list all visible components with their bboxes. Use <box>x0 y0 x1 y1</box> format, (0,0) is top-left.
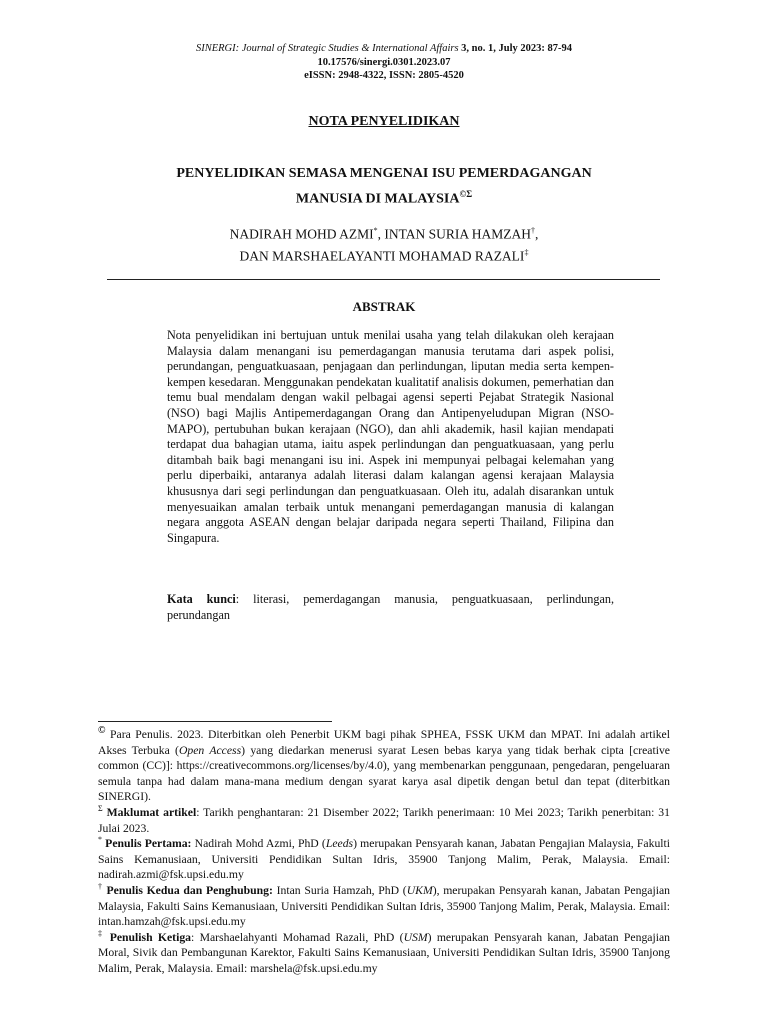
journal-issn: eISSN: 2948-4322, ISSN: 2805-4520 <box>304 70 464 81</box>
footnote-first-author-text-2: ) merupakan Pensyarah kanan, Jabatan Pengajian Malaysia, Fakulti Sains Kemanusiaan, Universiti Pendidikan Sultan Idris, 35900 Tanjong Malim, Perak, Malaysia. Email: nadirah.azmi@fsk.upsi.edu.my <box>98 837 671 882</box>
author-line-1: NADIRAH MOHD AZMI*, INTAN SURIA HAMZAH†, <box>229 226 539 242</box>
title-line-2-text: MANUSIA DI MALAYSIA <box>295 191 460 207</box>
footnote-article-info-mark: Σ <box>98 804 103 814</box>
footnote-third-author-italic: USM <box>403 930 428 944</box>
footnote-second-author-text-2: ), merupakan Pensyarah kanan, Jabatan Pengajian Malaysia, Fakulti Sains Kemanusiaan, Universiti Pendidikan Sultan Idris, 35900 Tanjong Malim, Perak, Malaysia. Email: intan.hamzah@fsk.upsi.edu.my <box>98 883 670 929</box>
title-line-2 <box>120 184 648 210</box>
footnote-third-author-mark: ‡ <box>98 928 105 938</box>
copyright-icon: © <box>98 725 106 737</box>
author-2-mark: † <box>531 226 536 235</box>
keywords <box>167 592 614 623</box>
footnote-first-author-italic: Leeds <box>325 837 354 851</box>
author-3: MARSHAELAYANTI MOHAMAD RAZALI <box>272 248 525 263</box>
footnote-second-author-italic: UKM <box>406 883 433 897</box>
footnote-second-author-label: Penulis Kedua dan Penghubung: <box>102 883 273 897</box>
footnote-copyright-text: Para Penulis. 2023. Diterbitkan oleh Penerbit UKM bagi pihak SPHEA, FSSK UKM dan MPAT. Ini adalah artikel Akses Terbuka ( <box>98 728 670 757</box>
footnote-article-info <box>98 805 670 836</box>
journal-name: SINERGI: Journal of Strategic Studies & International Affairs <box>195 43 459 54</box>
abstract-body: Nota penyelidikan ini bertujuan untuk menilai usaha yang telah dilakukan oleh kerajaan Malaysia dalam menangani isu pemerdagangan manusia terutama dari aspek polisi, perundangan, penguatkuasaan, penjagaan dan perlindungan, liputan media serta kempen-kempen kesedaran. Menggunakan pendekatan kualitatif analisis dokumen, pemerhatian dan temu bual mendalam dengan wakil pelbagai agensi seperti Pejabat Strategik Nasional (NSO) bagi Majlis Antipemerdagangan Orang dan Antipenyeludupan Migran (NSO-MAPO), pertubuhan bukan kerajaan (NGO), dan ahli akademik, hasil kajian mendapati terdapat dua bahagian utama, iaitu aspek perlindungan dan penguatkuasaan, yang perlu ditambah baik bagi menangani isu ini. Aspek ini mempunyai pelbagai kelemahan yang perlu diperbaiki, antaranya adalah literasi dalam kalangan agensi kerajaan Malaysia khususnya dari segi perlindungan dan penguatkuasaan. Oleh itu, adalah disarankan untuk menyesuaikan amalan terbaik untuk menangani pemerdagangan manusia di kalangan negara anggota ASEAN dengan belajar daripada negara seperti Thailand, Filipina dan Singapura. <box>167 328 614 545</box>
footnote-second-author-mark: † <box>98 882 103 892</box>
footnote-third-author <box>98 930 670 977</box>
author-1: NADIRAH MOHD AZMI <box>229 226 374 242</box>
journal-header <box>0 42 768 83</box>
keywords-text: : literasi, pemerdagangan manusia, penguatkuasaan, perlindungan, perundangan <box>167 592 615 622</box>
footnote-copyright-text-2: ) yang diedarkan menerusi syarat Lesen bebas karya yang tidak berhak cipta [creative common (CC)]: https://creativecommons.org/licenses/by/4.0), yang membenarkan penggunaan, pengedaran, pengeluaran semula tanpa had dalam mana-mana medium dengan syarat karya asal dipetik dengan betul dan tepat (diterbitkan SINERGI). <box>98 743 670 804</box>
journal-citation-line <box>0 42 768 56</box>
keywords-label: Kata kunci <box>167 592 236 606</box>
author-conjunction: DAN <box>239 248 269 263</box>
footnote-second-author <box>98 883 670 930</box>
footnote-divider <box>98 721 332 722</box>
footnote-first-author-mark: * <box>98 835 102 845</box>
footnote-third-author-label: Penulish Ketiga <box>104 930 192 944</box>
footnote-copyright-italic: Open Access <box>178 743 242 757</box>
footnote-article-info-label: Maklumat artikel <box>102 805 197 819</box>
title-line-1: PENYELIDIKAN SEMASA MENGENAI ISU PEMERDAGANGAN <box>176 166 592 181</box>
footnote-second-author-text: Intan Suria Hamzah, PhD ( <box>272 883 407 897</box>
title-footnote-marks: ©Σ <box>459 189 473 199</box>
footnote-third-author-text: : Marshaelahyanti Mohamad Razali, PhD ( <box>191 930 404 944</box>
author-3-mark: ‡ <box>524 247 529 257</box>
author-2: INTAN SURIA HAMZAH <box>384 226 532 242</box>
footnote-third-author-text-2: ) merupakan Pensyarah kanan, Jabatan Pengajian Moral, Sivik dan Pembangunan Karektor, Fakulti Sains Kemanusiaan, Universiti Pendidikan Sultan Idris, 35900 Tanjong Malim, Perak, Malaysia. Email: marshela@fsk.upsi.edu.my <box>98 930 670 975</box>
author-line-2 <box>100 244 668 266</box>
title-divider <box>107 279 660 280</box>
footnote-first-author-text: Nadirah Mohd Azmi, PhD ( <box>191 837 326 851</box>
paper-title <box>120 163 648 210</box>
author-list <box>100 222 668 265</box>
footnote-article-info-text: : Tarikh penghantaran: 21 Disember 2022; Tarikh penerimaan: 10 Mei 2023; Tarikh penerbitan: 31 Julai 2023. <box>98 805 670 835</box>
journal-doi: 10.17576/sinergi.0301.2023.07 <box>317 56 451 68</box>
author-1-mark: * <box>373 226 378 235</box>
footnote-first-author-label: Penulis Pertama: <box>102 837 192 851</box>
abstract-heading: ABSTRAK <box>352 299 416 314</box>
footnotes <box>98 727 670 977</box>
section-label: NOTA PENYELIDIKAN <box>308 114 460 129</box>
footnote-copyright <box>98 727 670 805</box>
footnote-first-author <box>98 836 670 883</box>
journal-issue: 3, no. 1, July 2023: 87-94 <box>461 43 573 54</box>
